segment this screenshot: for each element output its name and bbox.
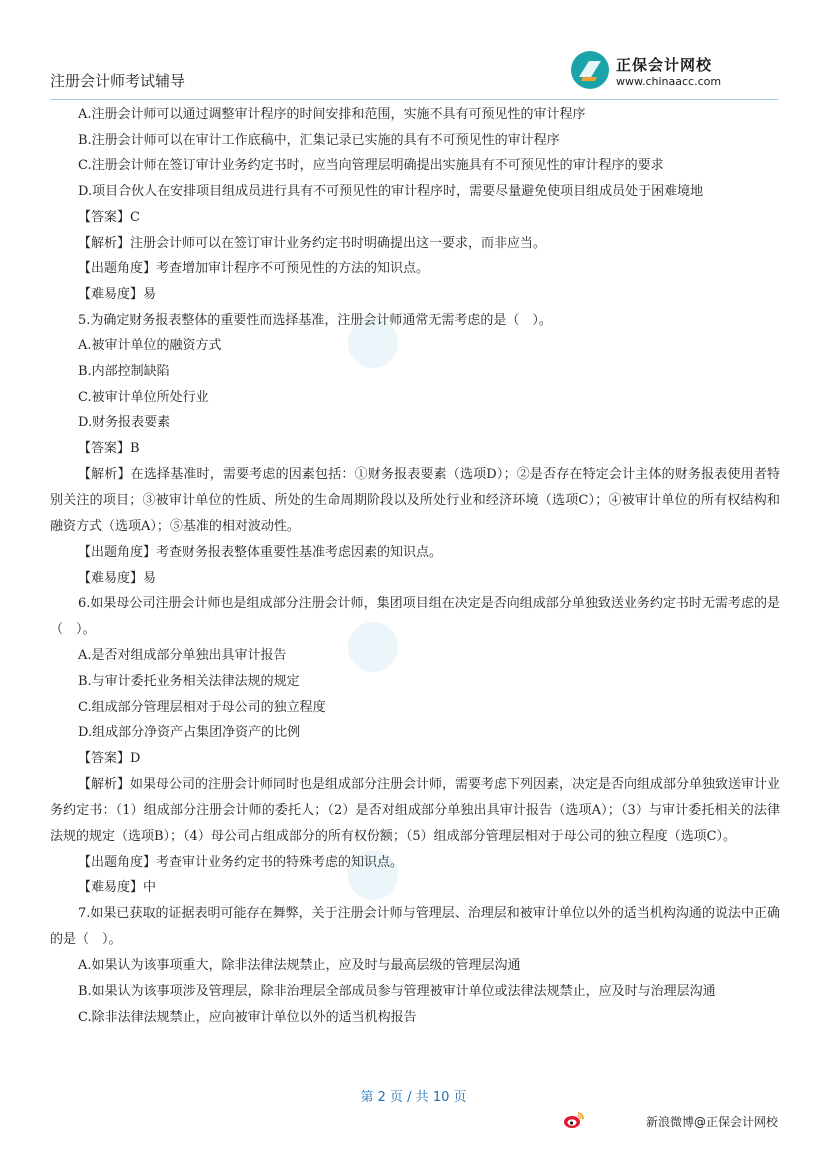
option-line: C.注册会计师在签订审计业务约定书时，应当向管理层明确提出实施具有不可预见性的审计程序的要求 [78,158,664,174]
difficulty-line: 【难易度】中 [78,880,157,896]
option-line: D.项目合伙人在安排项目组成员进行具有不可预见性的审计程序时，需要尽量避免使项目组成员处于困难境地 [78,184,704,200]
question-line: 5.为确定财务报表整体的重要性而选择基准，注册会计师通常无需考虑的是（ ）。 [78,312,552,328]
answer-line: 【答案】D [78,751,141,767]
option-line: A.是否对组成部分单独出具审计报告 [78,648,287,664]
difficulty-line: 【难易度】易 [78,286,157,302]
option-line: A.注册会计师可以通过调整审计程序的时间安排和范围，实施不具有可预见性的审计程序 [78,107,586,122]
option-line: D.财务报表要素 [78,415,171,431]
option-line: A.被审计单位的融资方式 [78,338,222,354]
angle-line: 【出题角度】考查财务报表整体重要性基准考虑因素的知识点。 [78,544,443,560]
question-paragraph: 7.如果已获取的证据表明可能存在舞弊，关于注册会计师与管理层、治理层和被审计单位以外的适当机构沟通的说法中正确的是（ ）。 [50,906,780,948]
angle-line: 【出题角度】考查增加审计程序不可预见性的方法的知识点。 [78,261,430,277]
weibo-handle: 新浪微博@正保会计网校 [646,1115,779,1129]
logo-url: www.chinaacc.com [616,75,722,88]
option-line: B.与审计委托业务相关法律法规的规定 [78,673,300,689]
analysis-line: 【解析】注册会计师可以在签订审计业务约定书时明确提出这一要求，而非应当。 [78,235,547,251]
question-paragraph: 6.如果母公司注册会计师也是组成部分注册会计师，集团项目组在决定是否向组成部分单独致送业务约定书时无需考虑的是（ ）。 [50,596,780,638]
logo-name: 正保会计网校 [616,56,713,74]
option-line: B.如果认为该事项涉及管理层，除非治理层全部成员参与管理被审计单位或法律法规禁止，应及时与治理层沟通 [78,983,716,999]
logo-icon [570,50,610,90]
option-line: D.组成部分净资产占集团净资产的比例 [78,725,301,741]
header-title: 注册会计师考试辅导 [50,72,186,90]
header-divider [50,99,778,100]
analysis-paragraph: 【解析】在选择基准时，需要考虑的因素包括：①财务报表要素（选项D）；②是否存在特定会计主体的财务报表使用者特别关注的项目；③被审计单位的性质、所处的生命周期阶段以及所处行业和经济环境（选项C）；④被审计单位的所有权结构和融资方式（选项A）；⑤基准的相对波动性。 [50,466,780,534]
weibo-icon [563,1111,585,1129]
option-line: C.除非法律法规禁止，应向被审计单位以外的适当机构报告 [78,1009,417,1025]
analysis-paragraph: 【解析】如果母公司的注册会计师同时也是组成部分注册会计师，需要考虑下列因素，决定是否向组成部分单独致送审计业务约定书：（1）组成部分注册会计师的委托人；（2）是否对组成部分单独出具审计报告（选项A）；（3）与审计委托相关的法律法规的规定（选项B）；（4）母公司占组成部分的所有权份额；（5）组成部分管理层相对于母公司的独立程度（选项C）。 [50,776,781,844]
difficulty-line: 【难易度】易 [78,570,157,586]
document-body [50,102,780,1030]
option-line: A.如果认为该事项重大，除非法律法规禁止，应及时与最高层级的管理层沟通 [78,958,521,974]
answer-line: 【答案】B [78,441,140,457]
option-line: B.注册会计师可以在审计工作底稿中，汇集记录已实施的具有不可预见性的审计程序 [78,132,560,148]
option-line: B.内部控制缺陷 [78,364,170,380]
option-line: C.组成部分管理层相对于母公司的独立程度 [78,699,326,715]
angle-line: 【出题角度】考查审计业务约定书的特殊考虑的知识点。 [78,854,404,870]
answer-line: 【答案】C [78,209,140,225]
page-number: 第 2 页 / 共 10 页 [360,1090,467,1105]
brand-logo [570,50,730,92]
option-line: C.被审计单位所处行业 [78,389,209,405]
